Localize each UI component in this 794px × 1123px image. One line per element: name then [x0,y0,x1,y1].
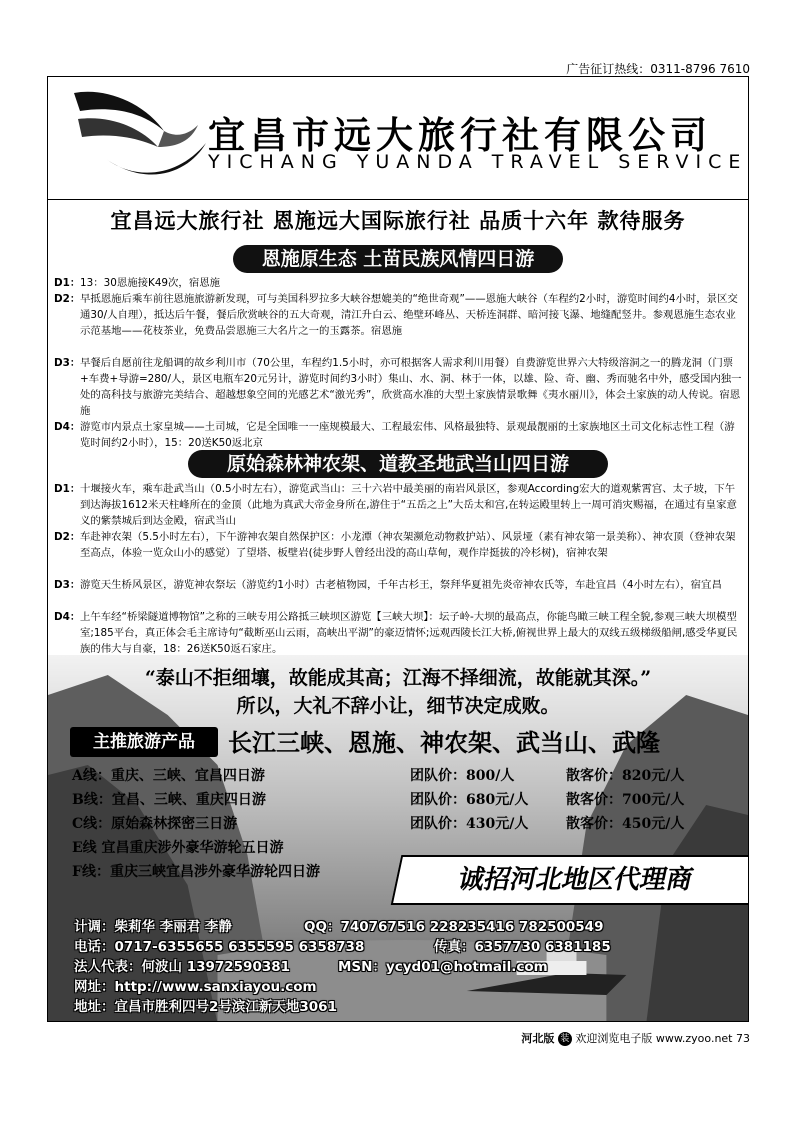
phone-numbers: 电话：0717-6355655 6355595 6358738 [74,939,365,955]
day-text: 游览天生桥风景区，游览神农祭坛（游览约1小时）古老植物园，千年古杉王，祭拜华夏祖先炎帝神农氏等，车赴宜昌（4小时左右），宿宜昌 [80,579,722,591]
day-label: D1： [54,277,81,289]
company-name: 宜昌市远大旅行社有限公司 [208,114,712,157]
tour2-title: 原始森林神农架、道教圣地武当山四日游 [188,450,608,478]
tour2-day [54,481,744,529]
day-text: 十堰接火车，乘车赴武当山（0.5小时左右），游览武当山：三十六岩中最美丽的南岩风景区，参观According宏大的道观紫霄宫、太子坡，下午到达海拔1612米天柱峰所在的金顶（此地为真武大帝金身所在,游住于“五岳之上”大岳太和宫,在转运殿里转上一周可消灾赐福，在通过有皇家意义的紫禁城后到达金殿，宿武当山 [80,483,737,527]
slogan: 宜昌远大旅行社 恩施远大国际旅行社 品质十六年 款待服务 [110,208,686,233]
quote-line-2: 所以，大礼不辞小让，细节决定成败。 [236,695,560,717]
day-label: D4： [54,611,81,623]
page-footer [521,1030,750,1046]
legal-representative: 法人代表：何波山 13972590381 [74,959,291,975]
header [48,77,748,200]
quote-line-1: “泰山不拒细壤，故能成其高；江海不择细流，故能就其深。” [144,667,652,689]
day-text: 车赴神农架（5.5小时左右），下午游神农架自然保护区：小龙潭（神农架濒危动物救护站）、风景垭（素有神农第一景美称）、神农顶（登神农架至高点，体验一览众山小的感觉）了望塔、板壁岩(徒步野人曾经出没的高山草甸，观作岸挺拔的冷杉树)，宿神农架 [80,531,736,559]
tour2-day [54,529,744,561]
tour1-day [54,291,744,339]
tour1-day [54,355,744,419]
route-name: C线：原始森林探密三日游 [72,816,238,832]
day-label: D3： [54,579,81,591]
agent-recruit-banner: 诚招河北地区代理商 [391,855,749,905]
website-link[interactable]: 网址：http://www.sanxiayou.com [74,979,317,995]
day-text: 早抵恩施后乘车前往恩施旅游新发现，可与美国科罗拉多大峡谷想媲美的“绝世奇观”——恩施大峡谷（车程约2小时，游览时间约4小时，景区交通30/人自理），抵达后午餐，餐后欣赏峡谷的五大奇观，清江升白云、绝壁环峰丛、天桥连洞群、暗河接飞瀑、地缝配竖井。参观恩施生态农业示范基地——花枝茶业，免费品尝恩施三大名片之一的玉露茶。宿恩施 [80,293,738,337]
ad-hotline: 广告征订热线：0311-8796 7610 [566,62,750,76]
company-english-name: YICHANG YUANDA TRAVEL SERVICE [208,151,748,173]
tour1-day [54,419,744,451]
route-name: A线：重庆、三峡、宜昌四日游 [72,768,265,784]
group-price: 团队价：430元/人 [410,816,529,832]
day-label: D4： [54,421,81,433]
day-label: D2： [54,293,81,305]
single-price: 散客价：450元/人 [566,816,685,832]
route-name: B线：宜昌、三峡、重庆四日游 [72,792,266,808]
swoosh-logo-icon [66,85,211,185]
single-price: 散客价：820元/人 [566,768,685,784]
group-price: 团队价：800/人 [410,768,515,784]
ad-frame [47,76,749,1022]
route-name: F线：重庆三峡宜昌涉外豪华游轮四日游 [72,864,320,880]
msn-address: MSN：ycyd01@hotmail.com [338,959,548,975]
day-text: 13：30恩施接K49次，宿恩施 [80,277,220,289]
group-price: 团队价：680元/人 [410,792,529,808]
planners: 计调：柴莉华 李丽君 李静 [74,919,232,935]
featured-destinations: 长江三峡、恩施、神农架、武当山、武隆 [228,729,660,757]
day-text: 上午车经“桥梁隧道博物馆”之称的三峡专用公路抵三峡坝区游览【三峡大坝】：坛子岭-大坝的最高点，你能鸟瞰三峡工程全貌,参观三峡大坝模型室;185平台，真正体会毛主席诗句“截断巫山云雨，高峡出平湖”的豪迈情怀;远观西陵长江大桥,俯视世界上最大的双线五级梯级船闸,感受华夏民族的伟大与自豪，18：26送K50返石家庄。 [80,611,738,655]
day-label: D1： [54,483,81,495]
single-price: 散客价：700元/人 [566,792,685,808]
tour2-day [54,577,744,593]
edition-label: 河北版 [521,1032,555,1045]
qq-numbers: QQ：740767516 228235416 782500549 [304,919,604,935]
day-label: D2： [54,531,81,543]
day-label: D3： [54,357,81,369]
tour2-day [54,609,744,657]
featured-products-tag: 主推旅游产品 [70,727,218,757]
day-text: 游览市内景点土家皇城——土司城，它是全国唯一一座规模最大、工程最宏伟、风格最独特、景观最靓丽的土家族地区土司文化标志性工程（游览时间约2小时），15：20送K50返北京 [80,421,735,449]
browse-link[interactable]: 欢迎浏览电子版 www.zyoo.net [575,1032,733,1045]
tour1-title: 恩施原生态 土苗民族风情四日游 [233,245,563,273]
route-name: E线 宜昌重庆涉外豪华游轮五日游 [72,840,284,856]
office-address: 地址：宜昌市胜利四号2号滨江新天地3061 [74,999,337,1015]
badge-icon: 装 [558,1032,572,1046]
day-text: 早餐后自愿前往龙船调的故乡利川市（70公里，车程约1.5小时，亦可根据客人需求利川用餐）自费游览世界六大特级溶洞之一的腾龙洞（门票+车费+导游=280/人，景区电瓶车20元另计，游览时间约3小时）集山、水、洞、林于一体，以雄、险、奇、幽、秀而驰名中外，感受国内独一处的高科技与旅游完美结合、超越想象空间的光感艺术“激光秀”，欣赏高水准的大型土家族情景歌舞《夷水丽川》，体会土家族的动人传说。宿恩施 [80,357,742,417]
tour1-day [54,275,744,291]
fax-numbers: 传真：6357730 6381185 [434,939,611,955]
page-number: 73 [736,1032,750,1045]
